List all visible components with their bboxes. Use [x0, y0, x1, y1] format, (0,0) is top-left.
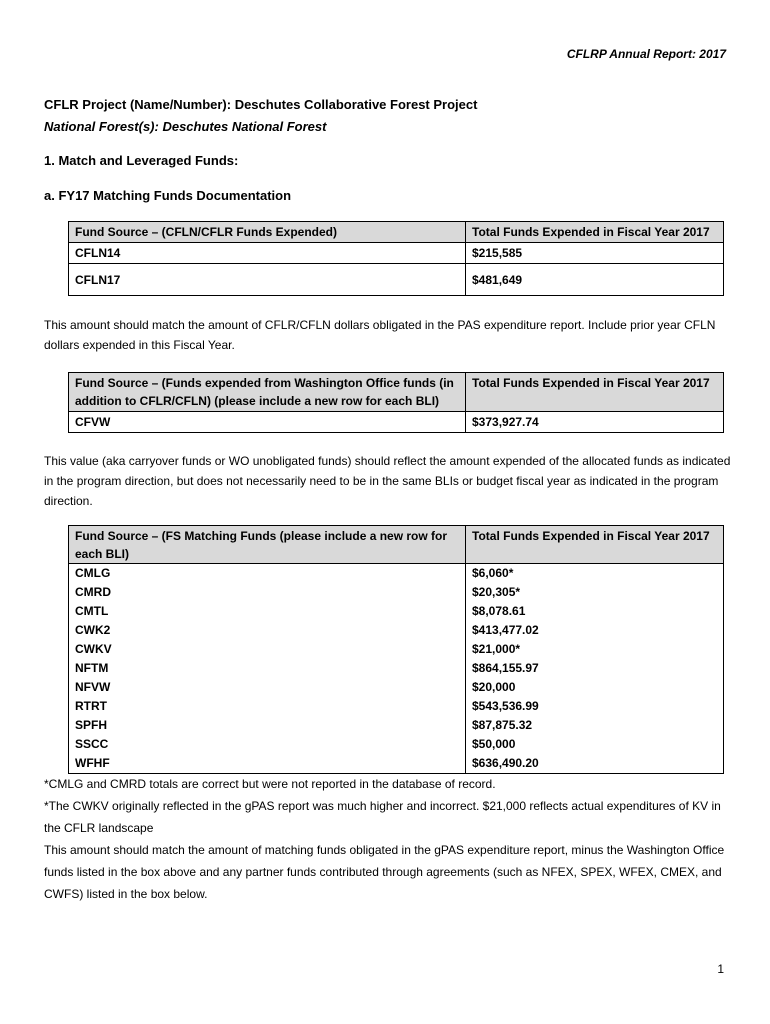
amount-cell: $864,155.97	[466, 659, 724, 678]
table3-notes	[44, 773, 734, 905]
amount-cell: $21,000*	[466, 640, 724, 659]
header-fund-source: Fund Source – (FS Matching Funds (please include a new row for each BLI)	[69, 526, 466, 564]
header-fund-source: Fund Source – (Funds expended from Washington Office funds (in addition to CFLR/CFLN) (please include a new row for each BLI)	[69, 373, 466, 412]
table-row	[69, 735, 724, 754]
amount-cell: $20,305*	[466, 583, 724, 602]
table-row	[69, 697, 724, 716]
amount-cell: $413,477.02	[466, 621, 724, 640]
page-number: 1	[717, 962, 724, 976]
fund-source-cell: NFVW	[69, 678, 466, 697]
footnote-cmlg-cmrd: *CMLG and CMRD totals are correct but were not reported in the database of record.	[44, 777, 496, 791]
table-row	[69, 754, 724, 774]
fs-matching-funds-table	[68, 525, 724, 774]
fund-source-cell: CWKV	[69, 640, 466, 659]
table-row	[69, 621, 724, 640]
amount-cell: $481,649	[466, 264, 724, 296]
table-row	[69, 564, 724, 584]
project-name-line: CFLR Project (Name/Number): Deschutes Collaborative Forest Project	[44, 97, 478, 112]
fund-source-cell: CFLN14	[69, 243, 466, 264]
header-fund-source: Fund Source – (CFLN/CFLR Funds Expended)	[69, 222, 466, 243]
national-forest-line: National Forest(s): Deschutes National Forest	[44, 119, 327, 134]
table-header-row	[69, 526, 724, 564]
fund-source-cell: CFLN17	[69, 264, 466, 296]
section-heading: 1. Match and Leveraged Funds:	[44, 153, 239, 168]
report-title: CFLRP Annual Report: 2017	[566, 47, 726, 61]
fund-source-cell: NFTM	[69, 659, 466, 678]
fund-source-cell: CMTL	[69, 602, 466, 621]
amount-cell: $543,536.99	[466, 697, 724, 716]
amount-cell: $636,490.20	[466, 754, 724, 774]
table-row	[69, 243, 724, 264]
cflr-funds-table	[68, 221, 724, 296]
amount-cell: $8,078.61	[466, 602, 724, 621]
table1-note: This amount should match the amount of CFLR/CFLN dollars obligated in the PAS expenditure report. Include prior year CFLN dollars expended in this Fiscal Year.	[44, 318, 716, 352]
washington-office-funds-table	[68, 372, 724, 433]
amount-cell: $20,000	[466, 678, 724, 697]
table-row	[69, 659, 724, 678]
amount-cell: $6,060*	[466, 564, 724, 584]
fund-source-cell: CFVW	[69, 412, 466, 433]
table-header-row	[69, 222, 724, 243]
amount-cell: $215,585	[466, 243, 724, 264]
header-total-funds: Total Funds Expended in Fiscal Year 2017	[466, 526, 724, 564]
fund-source-cell: SPFH	[69, 716, 466, 735]
fund-source-cell: CWK2	[69, 621, 466, 640]
table-row	[69, 716, 724, 735]
table2-note: This value (aka carryover funds or WO unobligated funds) should reflect the amount expended of the allocated funds as indicated in the program direction, but does not necessarily need to be in the same BLIs or budget fiscal year as indicated in the program direction.	[44, 454, 731, 508]
amount-cell: $50,000	[466, 735, 724, 754]
table-row	[69, 602, 724, 621]
header-total-funds: Total Funds Expended in Fiscal Year 2017	[466, 222, 724, 243]
table-header-row	[69, 373, 724, 412]
fund-source-cell: WFHF	[69, 754, 466, 774]
header-total-funds: Total Funds Expended in Fiscal Year 2017	[466, 373, 724, 412]
section-subheading: a. FY17 Matching Funds Documentation	[44, 188, 292, 203]
table3-note: This amount should match the amount of matching funds obligated in the gPAS expenditure report, minus the Washington Office funds listed in the box above and any partner funds contributed through agreements (such as NFEX, SPEX, WFEX, CMEX, and CWFS) listed in the box below.	[44, 843, 725, 901]
fund-source-cell: SSCC	[69, 735, 466, 754]
table-row	[69, 583, 724, 602]
fund-source-cell: RTRT	[69, 697, 466, 716]
table-row	[69, 412, 724, 433]
table-row	[69, 678, 724, 697]
amount-cell: $87,875.32	[466, 716, 724, 735]
footnote-cwkv: *The CWKV originally reflected in the gPAS report was much higher and incorrect. $21,000 reflects actual expenditures of KV in the CFLR landscape	[44, 799, 721, 835]
fund-source-cell: CMLG	[69, 564, 466, 584]
table-row	[69, 264, 724, 296]
amount-cell: $373,927.74	[466, 412, 724, 433]
table-row	[69, 640, 724, 659]
fund-source-cell: CMRD	[69, 583, 466, 602]
